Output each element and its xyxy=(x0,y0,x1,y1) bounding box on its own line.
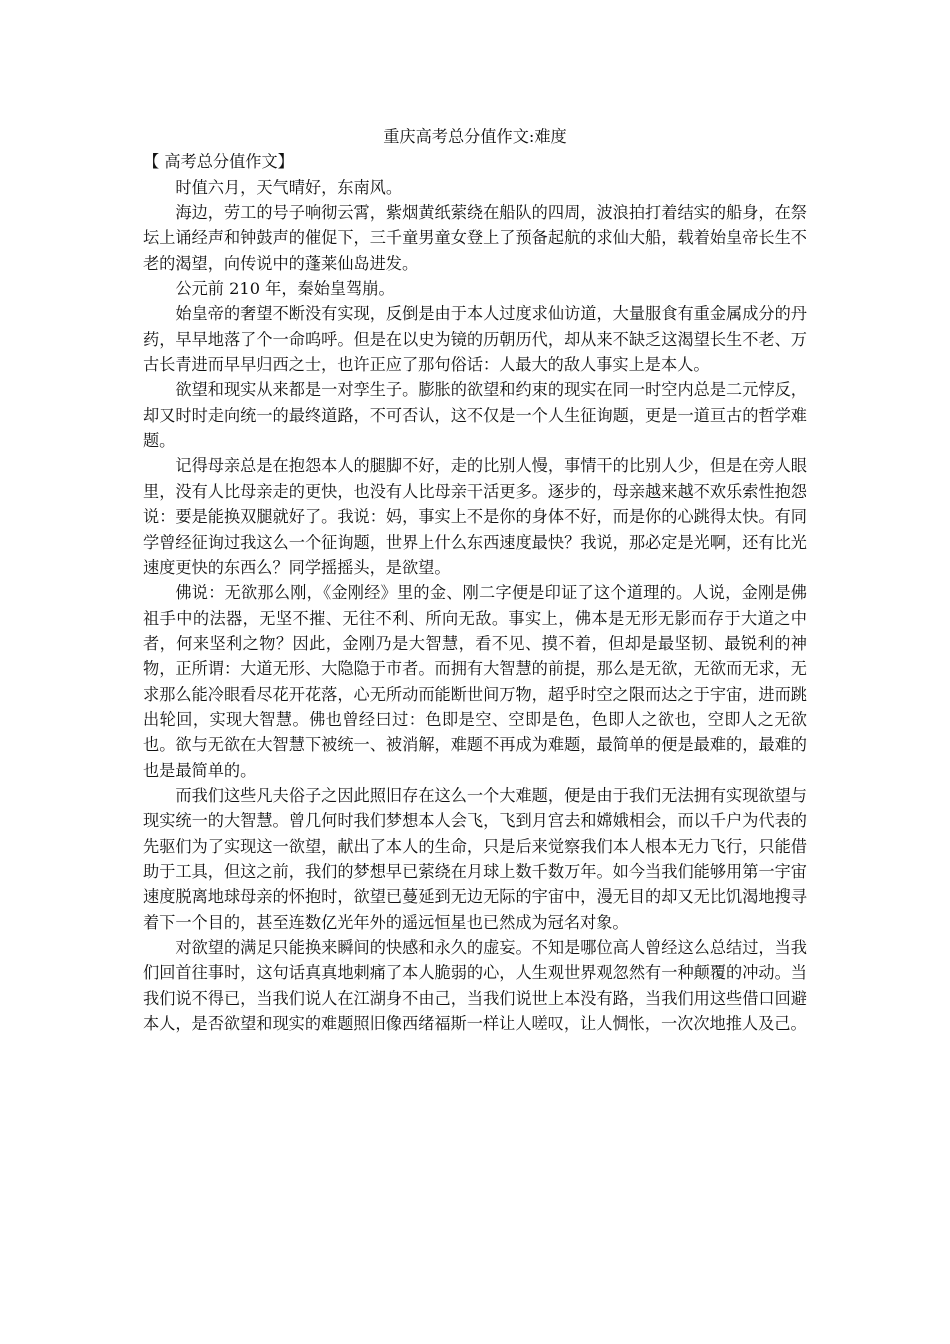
paragraph-6: 记得母亲总是在抱怨本人的腿脚不好，走的比别人慢，事情干的比别人少，但是在旁人眼里，没有人比母亲走的更快，也没有人比母亲干活更多。逐步的，母亲越来越不欢乐索性抱怨说：要是能换双腿就好了。我说：妈，事实上不是你的身体不好，而是你的心跳得太快。有同学曾经征询过我这么一个征询题，世界上什么东西速度最快？我说，那必定是光啊，还有比光速度更快的东西么？同学摇摇头，是欲望。 xyxy=(143,456,807,577)
document-body xyxy=(143,124,807,1036)
paragraph-8: 而我们这些凡夫俗子之因此照旧存在这么一个大难题，便是由于我们无法拥有实现欲望与现实统一的大智慧。曾几何时我们梦想本人会飞，飞到月宫去和嫦娥相会，而以千户为代表的先驱们为了实现这一欲望，献出了本人的生命，只是后来觉察我们本人根本无力飞行，只能借助于工具，但这之前，我们的梦想早已萦绕在月球上数千数万年。如今当我们能够用第一宇宙速度脱离地球母亲的怀抱时，欲望已蔓延到无边无际的宇宙中，漫无目的却又无比饥渴地搜寻着下一个目的，甚至连数亿光年外的遥远恒星也已然成为冠名对象。 xyxy=(143,785,807,932)
paragraph-9: 对欲望的满足只能换来瞬间的快感和永久的虚妄。不知是哪位高人曾经这么总结过，当我们回首往事时，这句话真真地刺痛了本人脆弱的心，人生观世界观忽然有一种颠覆的冲动。当我们说不得已，当我们说人在江湖身不由己，当我们说世上本没有路，当我们用这些借口回避本人，是否欲望和现实的难题照旧像西绪福斯一样让人嗟叹，让人惆怅，一次次地推人及己。 xyxy=(143,938,807,1034)
paragraph-1: 时值六月，天气晴好，东南风。 xyxy=(175,177,403,197)
paragraph-3: 公元前 210 年，秦始皇驾崩。 xyxy=(175,279,395,299)
paragraph-2: 海边，劳工的号子响彻云霄，紫烟黄纸萦绕在船队的四周，波浪拍打着结实的船身，在祭坛上诵经声和钟鼓声的催促下，三千童男童女登上了预备起航的求仙大船，载着始皇帝长生不老的渴望，向传说中的蓬莱仙岛进发。 xyxy=(143,203,807,273)
section-label: 【 高考总分值作文】 xyxy=(143,152,294,172)
paragraph-5: 欲望和现实从来都是一对孪生子。膨胀的欲望和约束的现实在同一时空内总是二元悖反，却又时时走向统一的最终道路，不可否认，这不仅是一个人生征询题，更是一道亘古的哲学难题。 xyxy=(143,380,807,451)
paragraph-7: 佛说：无欲那么刚，《金刚经》里的金、刚二字便是印证了这个道理的。人说，金刚是佛祖手中的法器，无坚不摧、无往不利、所向无敌。事实上，佛本是无形无影而存于大道之中者，何来坚利之物？因此，金刚乃是大智慧，看不见、摸不着，但却是最坚韧、最锐利的神物，正所谓：大道无形、大隐隐于市者。而拥有大智慧的前提，那么是无欲，无欲而无求，无求那么能冷眼看尽花开花落，心无所动而能断世间万物，超乎时空之限而达之于宇宙，进而跳出轮回，实现大智慧。佛也曾经曰过：色即是空、空即是色，色即人之欲也，空即人之无欲也。欲与无欲在大智慧下被统一、被消解，难题不再成为难题，最简单的便是最难的，最难的也是最简单的。 xyxy=(143,583,807,780)
document-title: 重庆高考总分值作文:难度 xyxy=(383,127,567,146)
paragraph-4: 始皇帝的奢望不断没有实现，反倒是由于本人过度求仙访道，大量服食有重金属成分的丹药，早早地落了个一命呜呼。但是在以史为镜的历朝历代，却从来不缺乏这渴望长生不老、万古长青进而早早归西之士，也许正应了那句俗话：人最大的敌人事实上是本人。 xyxy=(143,304,807,375)
